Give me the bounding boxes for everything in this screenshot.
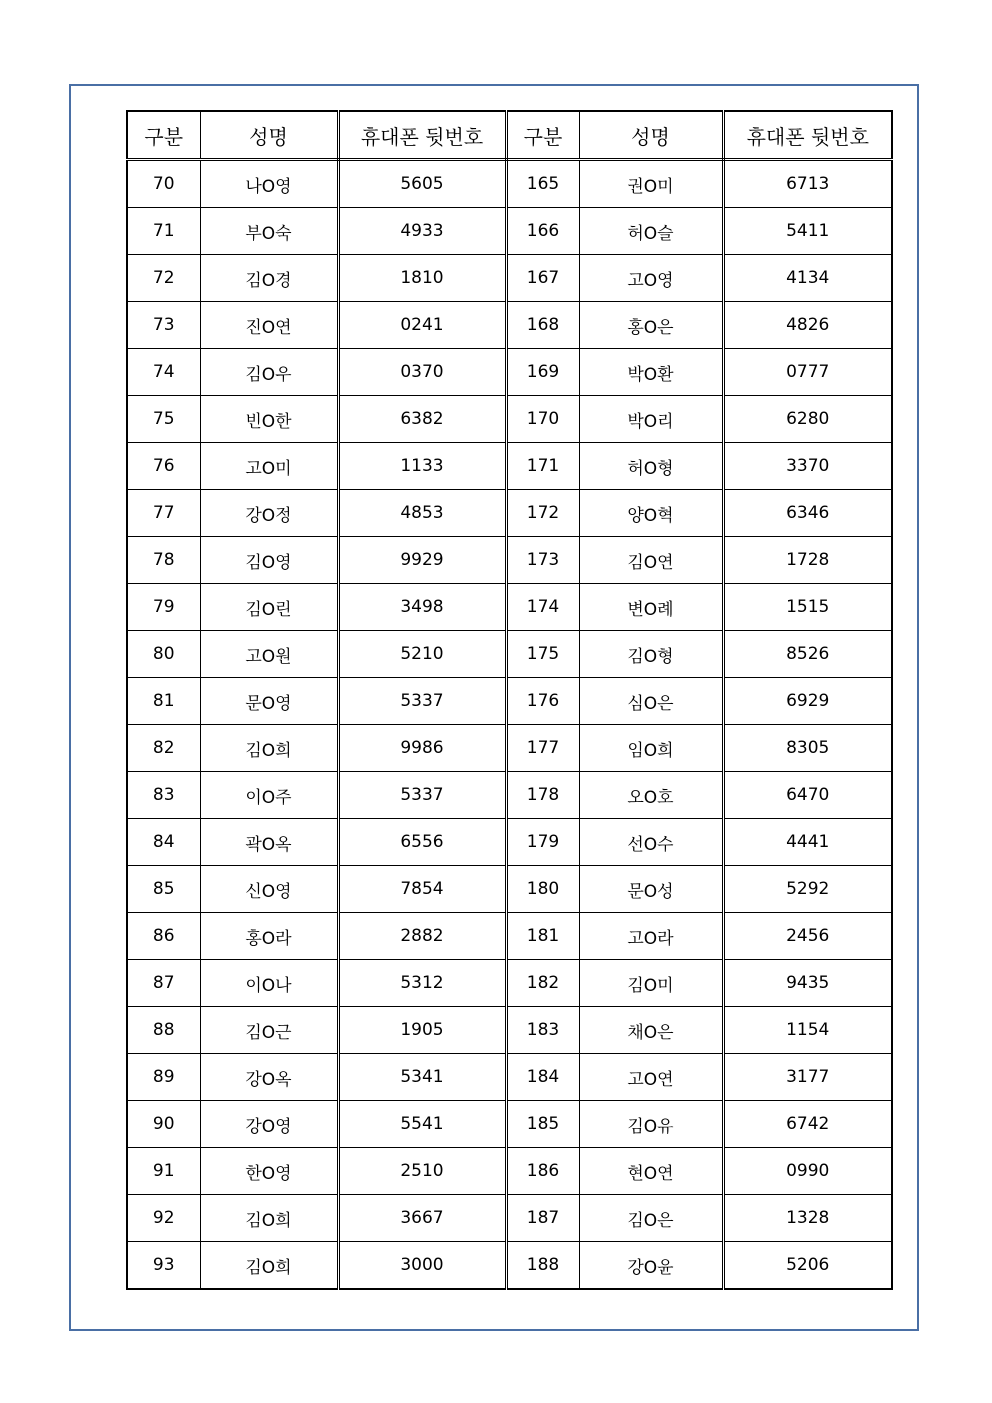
name-cell: 나O영 [200,160,338,208]
index-cell: 84 [127,819,200,866]
name-cell: 채O은 [579,1007,723,1054]
phone-cell: 3498 [338,584,506,631]
name-cell: 고O라 [579,913,723,960]
name-cell: 김O린 [200,584,338,631]
name-cell: 김O연 [579,537,723,584]
header-cell-index: 구분 [506,111,579,160]
table-row [127,772,892,819]
header-cell-name: 성명 [579,111,723,160]
phone-cell: 5341 [338,1054,506,1101]
name-cell: 김O영 [200,537,338,584]
index-cell: 169 [506,349,579,396]
header-row [127,111,892,160]
name-cell: 신O영 [200,866,338,913]
index-cell: 88 [127,1007,200,1054]
index-cell: 79 [127,584,200,631]
phone-cell: 1154 [723,1007,892,1054]
name-cell: 빈O한 [200,396,338,443]
name-cell: 강O정 [200,490,338,537]
name-cell: 김O근 [200,1007,338,1054]
index-cell: 179 [506,819,579,866]
header-cell-phone: 휴대폰 뒷번호 [338,111,506,160]
phone-cell: 6280 [723,396,892,443]
phone-cell: 5337 [338,772,506,819]
index-cell: 166 [506,208,579,255]
index-cell: 76 [127,443,200,490]
phone-cell: 0370 [338,349,506,396]
table-row [127,443,892,490]
table-row [127,678,892,725]
table-row [127,1195,892,1242]
header-cell-phone: 휴대폰 뒷번호 [723,111,892,160]
phone-cell: 0777 [723,349,892,396]
name-cell: 심O은 [579,678,723,725]
phone-cell: 1905 [338,1007,506,1054]
phone-cell: 3370 [723,443,892,490]
name-cell: 김O희 [200,1242,338,1290]
index-cell: 178 [506,772,579,819]
name-cell: 변O례 [579,584,723,631]
name-cell: 박O리 [579,396,723,443]
name-cell: 문O영 [200,678,338,725]
phone-cell: 5292 [723,866,892,913]
index-cell: 170 [506,396,579,443]
index-cell: 72 [127,255,200,302]
phone-cell: 6929 [723,678,892,725]
name-cell: 문O성 [579,866,723,913]
phone-cell: 9929 [338,537,506,584]
phone-cell: 6742 [723,1101,892,1148]
index-cell: 73 [127,302,200,349]
index-cell: 75 [127,396,200,443]
name-cell: 강O윤 [579,1242,723,1290]
index-cell: 78 [127,537,200,584]
index-cell: 187 [506,1195,579,1242]
table-row [127,960,892,1007]
table-row [127,160,892,208]
table-row [127,349,892,396]
index-cell: 175 [506,631,579,678]
name-cell: 오O호 [579,772,723,819]
index-cell: 173 [506,537,579,584]
index-cell: 71 [127,208,200,255]
name-cell: 임O희 [579,725,723,772]
name-cell: 권O미 [579,160,723,208]
name-cell: 김O미 [579,960,723,1007]
phone-cell: 3667 [338,1195,506,1242]
table-row [127,866,892,913]
header-cell-index: 구분 [127,111,200,160]
phone-cell: 2456 [723,913,892,960]
name-cell: 현O연 [579,1148,723,1195]
name-cell: 선O수 [579,819,723,866]
phone-cell: 5337 [338,678,506,725]
name-cell: 김O형 [579,631,723,678]
table-row [127,819,892,866]
index-cell: 85 [127,866,200,913]
table-row [127,396,892,443]
name-cell: 고O원 [200,631,338,678]
table-row [127,913,892,960]
phone-cell: 8526 [723,631,892,678]
phone-cell: 1810 [338,255,506,302]
phone-cell: 6713 [723,160,892,208]
table-row [127,725,892,772]
name-cell: 한O영 [200,1148,338,1195]
index-cell: 172 [506,490,579,537]
name-cell: 허O슬 [579,208,723,255]
table-row [127,1242,892,1290]
table-row [127,255,892,302]
phone-cell: 8305 [723,725,892,772]
table-row [127,584,892,631]
phone-cell: 5411 [723,208,892,255]
index-cell: 81 [127,678,200,725]
index-cell: 184 [506,1054,579,1101]
index-cell: 168 [506,302,579,349]
table-row [127,1054,892,1101]
roster-table [126,110,893,1290]
index-cell: 186 [506,1148,579,1195]
phone-cell: 4441 [723,819,892,866]
phone-cell: 4826 [723,302,892,349]
index-cell: 181 [506,913,579,960]
phone-cell: 6470 [723,772,892,819]
name-cell: 허O형 [579,443,723,490]
phone-cell: 2882 [338,913,506,960]
name-cell: 김O은 [579,1195,723,1242]
phone-cell: 2510 [338,1148,506,1195]
index-cell: 86 [127,913,200,960]
index-cell: 177 [506,725,579,772]
table-row [127,1007,892,1054]
name-cell: 강O영 [200,1101,338,1148]
phone-cell: 5605 [338,160,506,208]
table-row [127,631,892,678]
index-cell: 82 [127,725,200,772]
table-row [127,1148,892,1195]
phone-cell: 0241 [338,302,506,349]
name-cell: 양O혁 [579,490,723,537]
index-cell: 185 [506,1101,579,1148]
name-cell: 김O우 [200,349,338,396]
name-cell: 고O연 [579,1054,723,1101]
index-cell: 174 [506,584,579,631]
header-cell-name: 성명 [200,111,338,160]
table-row [127,1101,892,1148]
index-cell: 180 [506,866,579,913]
phone-cell: 6556 [338,819,506,866]
name-cell: 강O옥 [200,1054,338,1101]
index-cell: 91 [127,1148,200,1195]
phone-cell: 4933 [338,208,506,255]
name-cell: 고O영 [579,255,723,302]
name-cell: 홍O은 [579,302,723,349]
phone-cell: 5210 [338,631,506,678]
table-row [127,537,892,584]
phone-cell: 6382 [338,396,506,443]
index-cell: 92 [127,1195,200,1242]
phone-cell: 1133 [338,443,506,490]
name-cell: 진O연 [200,302,338,349]
index-cell: 70 [127,160,200,208]
phone-cell: 1328 [723,1195,892,1242]
name-cell: 김O희 [200,725,338,772]
index-cell: 182 [506,960,579,1007]
index-cell: 77 [127,490,200,537]
phone-cell: 4134 [723,255,892,302]
index-cell: 80 [127,631,200,678]
phone-cell: 3000 [338,1242,506,1290]
index-cell: 171 [506,443,579,490]
index-cell: 188 [506,1242,579,1290]
index-cell: 87 [127,960,200,1007]
index-cell: 89 [127,1054,200,1101]
index-cell: 183 [506,1007,579,1054]
name-cell: 홍O라 [200,913,338,960]
name-cell: 김O유 [579,1101,723,1148]
phone-cell: 1728 [723,537,892,584]
index-cell: 176 [506,678,579,725]
name-cell: 이O나 [200,960,338,1007]
index-cell: 165 [506,160,579,208]
phone-cell: 9986 [338,725,506,772]
index-cell: 90 [127,1101,200,1148]
index-cell: 93 [127,1242,200,1290]
name-cell: 고O미 [200,443,338,490]
phone-cell: 9435 [723,960,892,1007]
phone-cell: 5206 [723,1242,892,1290]
name-cell: 김O경 [200,255,338,302]
phone-cell: 6346 [723,490,892,537]
phone-cell: 5312 [338,960,506,1007]
index-cell: 83 [127,772,200,819]
phone-cell: 4853 [338,490,506,537]
phone-cell: 5541 [338,1101,506,1148]
table-row [127,490,892,537]
phone-cell: 7854 [338,866,506,913]
name-cell: 김O희 [200,1195,338,1242]
name-cell: 이O주 [200,772,338,819]
phone-cell: 1515 [723,584,892,631]
roster-body [127,160,892,1290]
table-row [127,302,892,349]
phone-cell: 0990 [723,1148,892,1195]
name-cell: 부O숙 [200,208,338,255]
index-cell: 167 [506,255,579,302]
index-cell: 74 [127,349,200,396]
phone-cell: 3177 [723,1054,892,1101]
name-cell: 박O환 [579,349,723,396]
table-row [127,208,892,255]
name-cell: 곽O옥 [200,819,338,866]
